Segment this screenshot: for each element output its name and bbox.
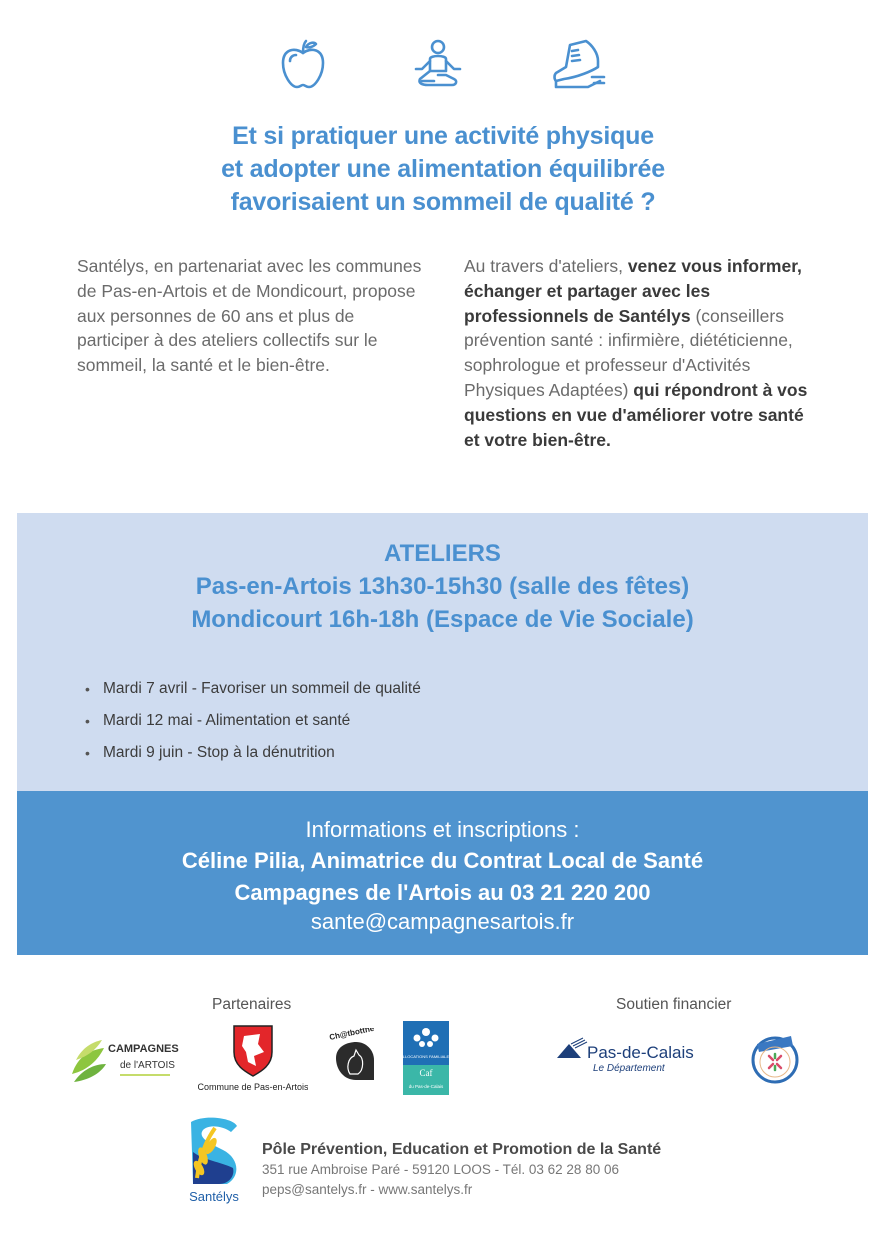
contact-email-link[interactable]: sante@campagnesartois.fr (310, 909, 575, 934)
ateliers-title: ATELIERS (384, 540, 501, 567)
session-item: • Mardi 7 avril - Favoriser un sommeil de qualité (85, 673, 421, 705)
pas-en-artois-text: Commune de Pas-en-Artois (198, 1082, 308, 1092)
ateliers-location: Mondicourt 16h-18h (Espace de Vie Sociale) (191, 606, 694, 633)
headline-line: favorisaient un sommeil de qualité ? (230, 188, 656, 216)
caf-text: Caf (419, 1068, 433, 1078)
headline-line: Et si pratiquer une activité physique (232, 122, 654, 150)
caf-dept-text: du Pas-de-Calais (408, 1084, 444, 1089)
headline (0, 120, 886, 219)
footer-title: Pôle Prévention, Education et Promotion de la Santé (262, 1141, 662, 1158)
running-shoe-icon (548, 35, 608, 95)
funding-label: Soutien financier (616, 996, 732, 1013)
intro-bold-text: venez vous informer, échanger et partager avec les professionnels de Santélys (464, 256, 802, 326)
chatbotthe-text: Ch@tbotthé (328, 1028, 375, 1042)
session-item: • Mardi 12 mai - Alimentation et santé (85, 705, 421, 737)
pas-de-calais-logo (555, 1036, 705, 1074)
intro-right-paragraph (464, 254, 824, 452)
footer-contact-links[interactable]: peps@santelys.fr - www.santelys.fr (262, 1182, 473, 1197)
pas-en-artois-logo (198, 1022, 308, 1094)
partners-label: Partenaires (212, 996, 292, 1013)
meditation-icon (408, 35, 468, 95)
caf-allocations-text: ALLOCATIONS FAMILIALES (402, 1054, 450, 1059)
ateliers-location: Pas-en-Artois 13h30-15h30 (salle des fêtes) (195, 573, 690, 600)
apple-icon (273, 35, 333, 95)
campagnes-text: CAMPAGNES (108, 1043, 179, 1055)
session-list (85, 673, 421, 769)
ateliers-header (17, 537, 868, 636)
header-icons (0, 35, 886, 95)
artois-text: de l'ARTOIS (120, 1060, 175, 1071)
pdc-sub: Le Département (593, 1063, 665, 1074)
session-item: • Mardi 9 juin - Stop à la dénutrition (85, 737, 421, 769)
intro-text: Au travers d'ateliers, (464, 256, 628, 276)
chatbotthe-logo (326, 1028, 382, 1084)
funding-badge-logo (749, 1032, 801, 1084)
santelys-logo-text: Santélys (189, 1189, 239, 1204)
intro-text: (conseillers prévention santé : infirmière, diététicienne, sophrologue et professeur d'Activités Physiques Adaptées) (464, 305, 793, 400)
contact-phone[interactable]: Campagnes de l'Artois au 03 21 220 200 (234, 880, 651, 905)
santelys-logo (183, 1116, 245, 1206)
ateliers-section (17, 513, 868, 791)
footer-address: 351 rue Ambroise Paré - 59120 LOOS - Tél. 03 62 28 80 06 (262, 1162, 619, 1177)
headline-line: et adopter une alimentation équilibrée (221, 155, 665, 183)
pdc-name: Pas-de-Calais (587, 1043, 694, 1062)
campagnes-artois-logo (68, 1030, 180, 1086)
contact-heading: Informations et inscriptions : (305, 817, 580, 842)
contact-section (17, 791, 868, 955)
intro-left-paragraph: Santélys, en partenariat avec les communes de Pas-en-Artois et de Mondicourt, propose aux personnes de 60 ans et plus de participer à des ateliers collectifs sur le sommeil, la santé et le bien-être. (77, 256, 422, 376)
caf-logo (402, 1020, 450, 1096)
contact-person: Céline Pilia, Animatrice du Contrat Local de Santé (181, 848, 704, 873)
intro-bold-text: qui répondront à vos questions en vue d'améliorer votre santé et votre bien-être. (464, 379, 808, 450)
